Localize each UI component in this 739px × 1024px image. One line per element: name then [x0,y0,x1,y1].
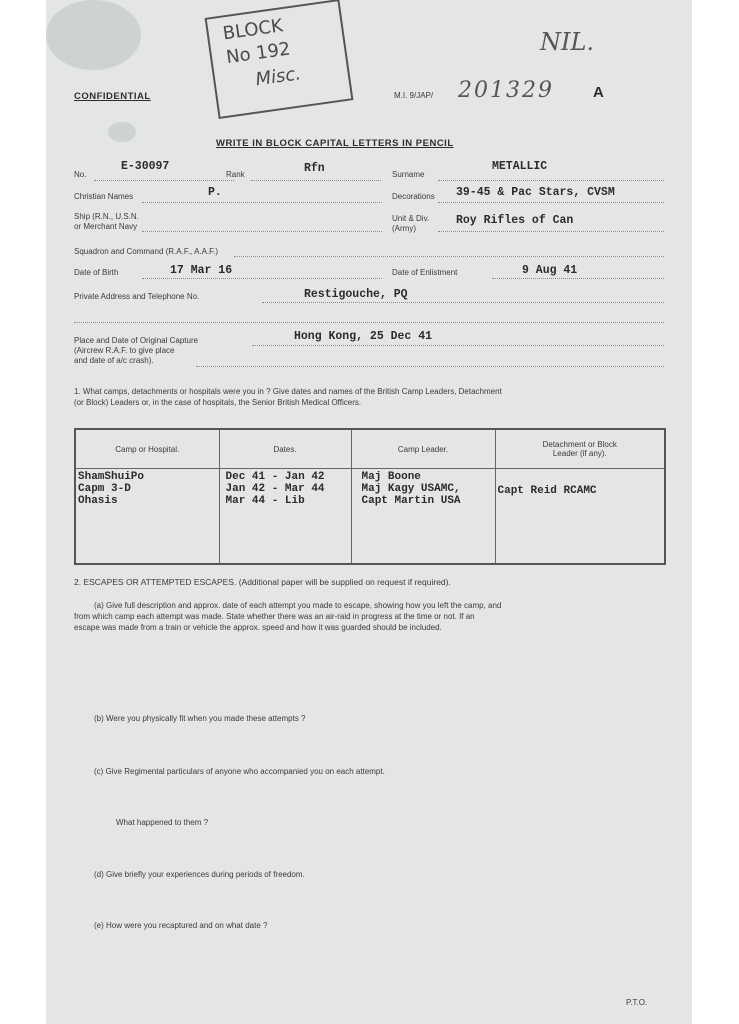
no-value: E-30097 [121,160,170,173]
stamp-line: No 192 [224,38,292,69]
enlistment-label: Date of Enlistment [392,268,458,277]
header-line: Leader (if any). [552,449,607,458]
camp-dates: Mar 44 - Lib [225,495,305,507]
camp-leader: Maj Boone [361,471,421,483]
table-row [75,469,665,565]
capture-value: Hong Kong, 25 Dec 41 [294,330,433,343]
reference-number: 201329 [458,78,554,103]
question-2b-text: (b) Were you physically fit when you made these attempts ? [94,714,306,723]
no-rule [94,180,234,181]
dob-label: Date of Birth [74,268,119,277]
squadron-rule [234,256,664,257]
column-header-leader: Camp Leader. [351,429,495,469]
address-value: Restigouche, PQ [304,288,408,301]
christian-names-value: P. [208,186,222,199]
question-2a-text: escape was made from a train or vehicle the approx. speed and how it was guarded should be included. [74,623,442,632]
enlistment-value: 9 Aug 41 [522,264,578,277]
dates-cell [219,469,351,565]
rank-value: Rfn [304,162,325,175]
enlistment-rule [492,278,664,279]
dob-rule [142,278,382,279]
question-2a-text: from which camp each attempt was made. State whether there was an air-raid in progress at the time or not. If an [74,612,475,621]
column-header-detachment [495,429,665,469]
question-2c-followup: What happened to them ? [116,818,209,827]
question-2e-text: (e) How were you recaptured and on what date ? [94,921,268,930]
decorations-rule [438,202,664,203]
question-2c-text: (c) Give Regimental particulars of anyone who accompanied you on each attempt. [94,767,385,776]
camp-name: ShamShuiPo [78,471,145,483]
handwritten-nil: NIL. [540,28,595,56]
camp-cell [75,469,219,565]
capture-label: (Aircrew R.A.F. to give place [74,346,175,355]
ship-rule [142,231,382,232]
ship-label: Ship (R.N., U.S.N. [74,212,139,221]
ship-label: or Merchant Navy [74,222,138,231]
block-capitals-instruction: WRITE IN BLOCK CAPITAL LETTERS IN PENCIL [216,138,454,149]
paper-smudge [46,0,141,70]
column-header-dates: Dates. [219,429,351,469]
detachment-cell [495,469,665,565]
rank-label: Rank [226,170,245,179]
reference-suffix: A [593,84,605,101]
detachment-leader: Capt Reid RCAMC [497,485,597,497]
address-rule [262,302,664,303]
camp-name: Ohasis [78,495,118,507]
question-2a-text: (a) Give full description and approx. date of each attempt you made to escape, showing how you left the camp, and [94,601,502,610]
pto-label: P.T.O. [626,998,648,1007]
camp-leader: Maj Kagy USAMC, [361,483,461,495]
christian-names-label: Christian Names [74,192,134,201]
rank-rule [251,180,381,181]
camp-name: Capm 3-D [78,483,131,495]
unit-rule [438,231,664,232]
camp-leader: Capt Martin USA [361,495,461,507]
table-header-row [75,429,665,469]
camps-table [74,428,666,565]
header-line: Detachment or Block [542,440,617,449]
leader-cell [351,469,495,565]
question-2d-text: (d) Give briefly your experiences during periods of freedom. [94,870,305,879]
form-sheet [46,0,692,1024]
unit-label: (Army) [392,224,416,233]
capture-label: Place and Date of Original Capture [74,336,199,345]
camp-dates: Jan 42 - Mar 44 [225,483,325,495]
question-2-heading: 2. ESCAPES OR ATTEMPTED ESCAPES. (Additional paper will be supplied on request if required). [74,577,451,587]
capture-rule-2 [196,366,664,367]
surname-value: METALLIC [492,160,548,173]
question-1-text: 1. What camps, detachments or hospitals were you in ? Give dates and names of the British Camp Leaders, Detachment [74,387,502,396]
unit-label: Unit & Div. [392,214,430,223]
capture-label: and date of a/c crash). [74,356,154,365]
address-rule-2 [74,322,664,323]
unit-value: Roy Rifles of Can [456,214,574,227]
address-label: Private Address and Telephone No. [74,292,200,301]
capture-rule [252,345,664,346]
confidential-label: CONFIDENTIAL [74,91,151,102]
paper-smudge [108,122,136,142]
question-1-text: (or Block) Leaders or, in the case of hospitals, the Senior British Medical Officers. [74,398,362,407]
reference-label: M.I. 9/JAP/ [394,91,434,100]
squadron-label: Squadron and Command (R.A.F., A.A.F.) [74,247,219,256]
christian-names-rule [142,202,382,203]
surname-label: Surname [392,170,425,179]
surname-rule [438,180,664,181]
dob-value: 17 Mar 16 [170,264,233,277]
block-stamp [205,0,354,119]
stamp-line: BLOCK [221,15,285,45]
camp-dates: Dec 41 - Jan 42 [225,471,325,483]
stamp-line: Misc. [254,63,303,91]
decorations-value: 39-45 & Pac Stars, CVSM [456,186,615,199]
decorations-label: Decorations [392,192,435,201]
no-label: No. [74,170,87,179]
column-header-camp: Camp or Hospital. [75,429,219,469]
